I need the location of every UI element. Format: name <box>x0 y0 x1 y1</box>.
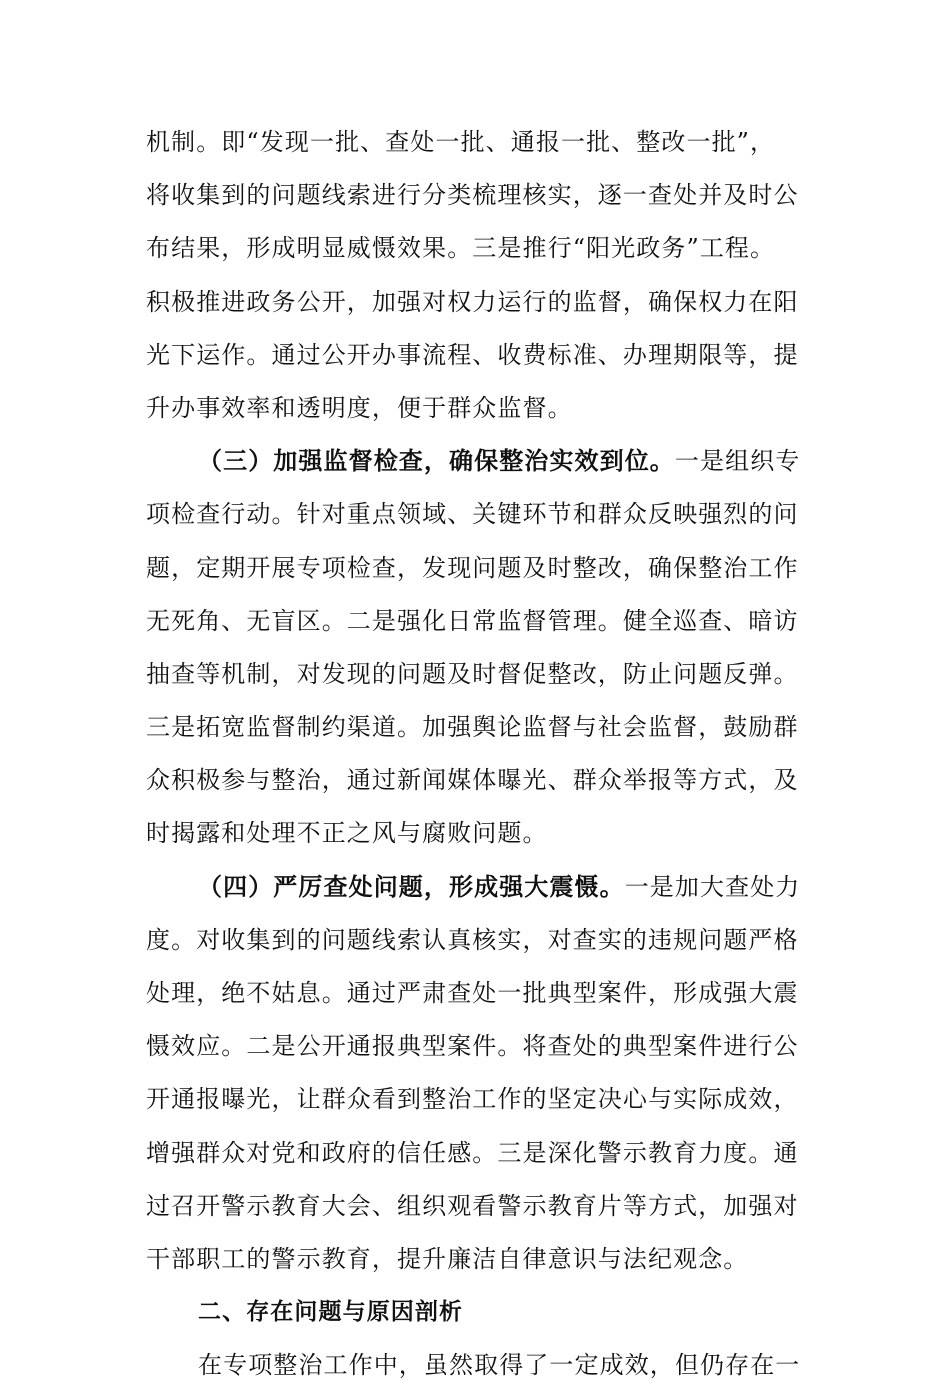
text-segment: 一是加大查处力 <box>624 872 801 901</box>
text-segment: 慑效应。二是公开通报典型案件。将查处的典型案件进行公 <box>146 1032 799 1061</box>
text-line <box>146 122 816 175</box>
text-line <box>146 920 816 973</box>
text-segment: 升办事效率和透明度，便于群众监督。 <box>146 393 573 422</box>
bold-text-segment: （三）加强监督检查，确保整治实效到位。 <box>198 446 675 476</box>
text-segment: 项检查行动。针对重点领域、关键环节和群众反映强烈的问 <box>146 500 799 529</box>
text-segment: 增强群众对党和政府的信任感。三是深化警示教育力度。通 <box>146 1138 799 1167</box>
text-segment: 干部职工的警示教育，提升廉洁自律意识与法纪观念。 <box>146 1244 749 1273</box>
text-segment: 将收集到的问题线索进行分类梳理核实，逐一查处并及时公 <box>146 181 799 210</box>
text-segment: 布结果，形成明显威慑效果。三是推行“阳光政务”工程。 <box>146 234 776 263</box>
bold-text-segment: （四）严厉查处问题，形成强大震慑。 <box>198 871 625 901</box>
text-segment: 三是拓宽监督制约渠道。加强舆论监督与社会监督，鼓励群 <box>146 713 799 742</box>
text-segment: 无死角、无盲区。二是强化日常监督管理。健全巡查、暗访 <box>146 606 799 635</box>
text-segment: 开通报曝光，让群众看到整治工作的坚定决心与实际成效， <box>146 1085 799 1114</box>
text-line <box>146 228 816 281</box>
text-line <box>146 973 816 1026</box>
text-line <box>146 1186 816 1239</box>
document-body <box>146 122 816 1399</box>
text-line <box>146 548 816 601</box>
text-line <box>146 175 816 228</box>
text-line <box>146 1079 816 1132</box>
text-segment: 一是组织专 <box>674 447 801 476</box>
text-line <box>146 707 816 760</box>
text-line <box>146 335 816 388</box>
text-segment: 在专项整治工作中，虽然取得了一定成效，但仍存在一 <box>198 1351 801 1380</box>
text-segment: 度。对收集到的问题线索认真核实，对查实的违规问题严格 <box>146 925 799 954</box>
section-heading <box>146 1292 816 1345</box>
text-line <box>146 760 816 813</box>
text-line <box>146 1345 816 1398</box>
bold-text-segment: 二、存在问题与原因剖析 <box>198 1299 464 1326</box>
text-segment: 众积极参与整治，通过新闻媒体曝光、群众举报等方式，及 <box>146 766 799 795</box>
text-segment: 抽查等机制，对发现的问题及时督促整改，防止问题反弹。 <box>146 659 799 688</box>
text-segment: 积极推进政务公开，加强对权力运行的监督，确保权力在阳 <box>146 287 799 316</box>
text-line <box>146 867 816 920</box>
text-line <box>146 654 816 707</box>
text-segment: 过召开警示教育大会、组织观看警示教育片等方式，加强对 <box>146 1191 799 1220</box>
text-line <box>146 601 816 654</box>
text-segment: 处理，绝不姑息。通过严肃查处一批典型案件，形成强大震 <box>146 979 799 1007</box>
text-segment: 题，定期开展专项检查，发现问题及时整改，确保整治工作 <box>146 553 799 582</box>
text-segment: 光下运作。通过公开办事流程、收费标准、办理期限等，提 <box>146 340 799 369</box>
text-line <box>146 494 816 547</box>
text-line <box>146 1239 816 1292</box>
text-line <box>146 441 816 494</box>
text-line <box>146 1133 816 1186</box>
text-line <box>146 813 816 866</box>
text-line <box>146 388 816 441</box>
text-segment: 机制。即“发现一批、查处一批、通报一批、整改一批”， <box>146 128 776 156</box>
text-segment: 时揭露和处理不正之风与腐败问题。 <box>146 819 548 848</box>
text-line <box>146 282 816 335</box>
text-line <box>146 1026 816 1079</box>
